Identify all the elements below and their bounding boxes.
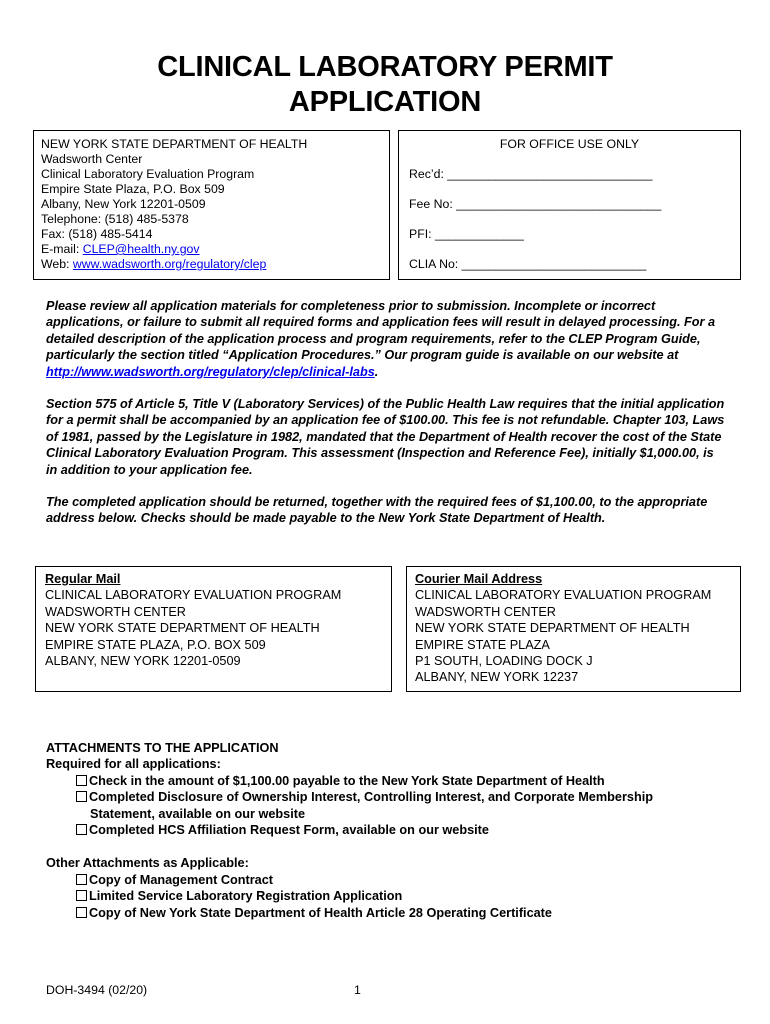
office-use-header: FOR OFFICE USE ONLY bbox=[499, 137, 640, 151]
regular-mail-heading: Regular Mail bbox=[45, 572, 121, 586]
agency-line: NEW YORK STATE DEPARTMENT OF HEALTH bbox=[41, 137, 308, 151]
courier-mail-line: ALBANY, NEW YORK 12237 bbox=[415, 670, 579, 685]
title-line-2: APPLICATION bbox=[288, 86, 482, 118]
required-label: Required for all applications: bbox=[46, 757, 221, 772]
attachments-section bbox=[46, 740, 736, 921]
agency-email-row bbox=[41, 242, 389, 257]
clinical-labs-link[interactable]: http://www.wadsworth.org/regulatory/clep/clinical-labs bbox=[46, 364, 375, 379]
office-use-box bbox=[398, 130, 741, 280]
required-item-continuation: Statement, available on our website bbox=[90, 806, 306, 821]
courier-mail-line: WADSWORTH CENTER bbox=[415, 604, 556, 619]
page-title bbox=[0, 50, 770, 120]
checkbox[interactable] bbox=[76, 907, 87, 918]
title-line-1: CLINICAL LABORATORY PERMIT bbox=[157, 51, 613, 83]
courier-mail-line: EMPIRE STATE PLAZA bbox=[415, 637, 550, 652]
agency-telephone: Telephone: (518) 485-5378 bbox=[41, 212, 189, 226]
required-item-check bbox=[46, 773, 736, 789]
courier-mail-line: P1 SOUTH, LOADING DOCK J bbox=[415, 654, 593, 669]
other-item-label: Copy of New York State Department of Health Article 28 Operating Certificate bbox=[89, 905, 552, 920]
required-item-hcs bbox=[46, 822, 736, 838]
agency-line: Albany, New York 12201-0509 bbox=[41, 197, 206, 211]
instructions-text: Please review all application materials for completeness prior to submission. Incomplete or incorrect applications, or failure to submit all required forms and application fees will result in delayed processing. For a detailed description of the application process and program requirements, refer to the CLEP Program Guide, particularly the section titled “Application Procedures.” Our program guide is available on our website at bbox=[46, 299, 716, 363]
page-number: 1 bbox=[354, 983, 361, 997]
regular-mail-line: NEW YORK STATE DEPARTMENT OF HEALTH bbox=[45, 621, 320, 636]
other-item-limited-service bbox=[46, 888, 736, 904]
web-link[interactable]: www.wadsworth.org/regulatory/clep bbox=[72, 257, 267, 271]
checkbox[interactable] bbox=[76, 775, 87, 786]
web-label: Web: bbox=[41, 257, 73, 271]
other-item-label: Limited Service Laboratory Registration Application bbox=[89, 889, 403, 904]
email-link[interactable]: CLEP@health.ny.gov bbox=[82, 242, 200, 256]
pfi-field[interactable]: PFI: _____________ bbox=[409, 227, 524, 241]
regular-mail-box bbox=[35, 566, 392, 692]
instructions-paragraph-3: The completed application should be returned, together with the required fees of $1,100.00, to the appropriate address below. Checks should be made payable to the New York State Department of Health. bbox=[46, 495, 708, 526]
regular-mail-line: EMPIRE STATE PLAZA, P.O. BOX 509 bbox=[45, 637, 266, 652]
required-item-label: Completed Disclosure of Ownership Interest, Controlling Interest, and Corporate Membership bbox=[89, 790, 653, 805]
regular-mail-line: CLINICAL LABORATORY EVALUATION PROGRAM bbox=[45, 588, 342, 603]
courier-mail-box bbox=[406, 566, 741, 692]
courier-mail-line: NEW YORK STATE DEPARTMENT OF HEALTH bbox=[415, 621, 690, 636]
agency-fax: Fax: (518) 485-5414 bbox=[41, 227, 153, 241]
other-item-article28 bbox=[46, 905, 736, 921]
regular-mail-line: ALBANY, NEW YORK 12201-0509 bbox=[45, 654, 241, 669]
checkbox[interactable] bbox=[76, 791, 87, 802]
agency-contact-box bbox=[33, 130, 390, 280]
email-label: E-mail: bbox=[41, 242, 83, 256]
clia-no-field[interactable]: CLIA No: ___________________________ bbox=[409, 257, 647, 271]
form-id: DOH-3494 (02/20) bbox=[46, 983, 148, 997]
instructions-period: . bbox=[374, 364, 379, 379]
agency-line: Clinical Laboratory Evaluation Program bbox=[41, 167, 255, 181]
courier-mail-line: CLINICAL LABORATORY EVALUATION PROGRAM bbox=[415, 588, 712, 603]
agency-line: Empire State Plaza, P.O. Box 509 bbox=[41, 182, 225, 196]
required-item-label: Check in the amount of $1,100.00 payable to the New York State Department of Health bbox=[89, 773, 605, 788]
checkbox[interactable] bbox=[76, 874, 87, 885]
other-item-management bbox=[46, 872, 736, 888]
checkbox[interactable] bbox=[76, 824, 87, 835]
instructions-section bbox=[46, 298, 726, 543]
agency-web-row bbox=[41, 257, 389, 272]
required-item-label: Completed HCS Affiliation Request Form, available on our website bbox=[89, 823, 489, 838]
required-item-disclosure bbox=[46, 789, 736, 822]
fee-no-field[interactable]: Fee No: ______________________________ bbox=[409, 197, 662, 211]
instructions-paragraph-2: Section 575 of Article 5, Title V (Laboratory Services) of the Public Health Law requires that the initial application for a permit shall be accompanied by an application fee of $100.00. This fee is not refundable. Chapter 103, Laws of 1981, passed by the Legislature in 1982, mandated that the Department of Health recover the cost of the State Clinical Laboratory Evaluation Program. This assessment (Inspection and Reference Fee), initially $1,000.00, is in addition to your application fee. bbox=[46, 397, 725, 477]
attachments-heading: ATTACHMENTS TO THE APPLICATION bbox=[46, 741, 279, 755]
instructions-paragraph-1 bbox=[46, 298, 726, 380]
agency-line: Wadsworth Center bbox=[41, 152, 143, 166]
regular-mail-line: WADSWORTH CENTER bbox=[45, 604, 186, 619]
checkbox[interactable] bbox=[76, 890, 87, 901]
other-label: Other Attachments as Applicable: bbox=[46, 856, 249, 871]
other-item-label: Copy of Management Contract bbox=[89, 872, 273, 887]
courier-mail-heading: Courier Mail Address bbox=[415, 572, 543, 586]
recd-field[interactable]: Rec’d: ______________________________ bbox=[409, 167, 653, 181]
